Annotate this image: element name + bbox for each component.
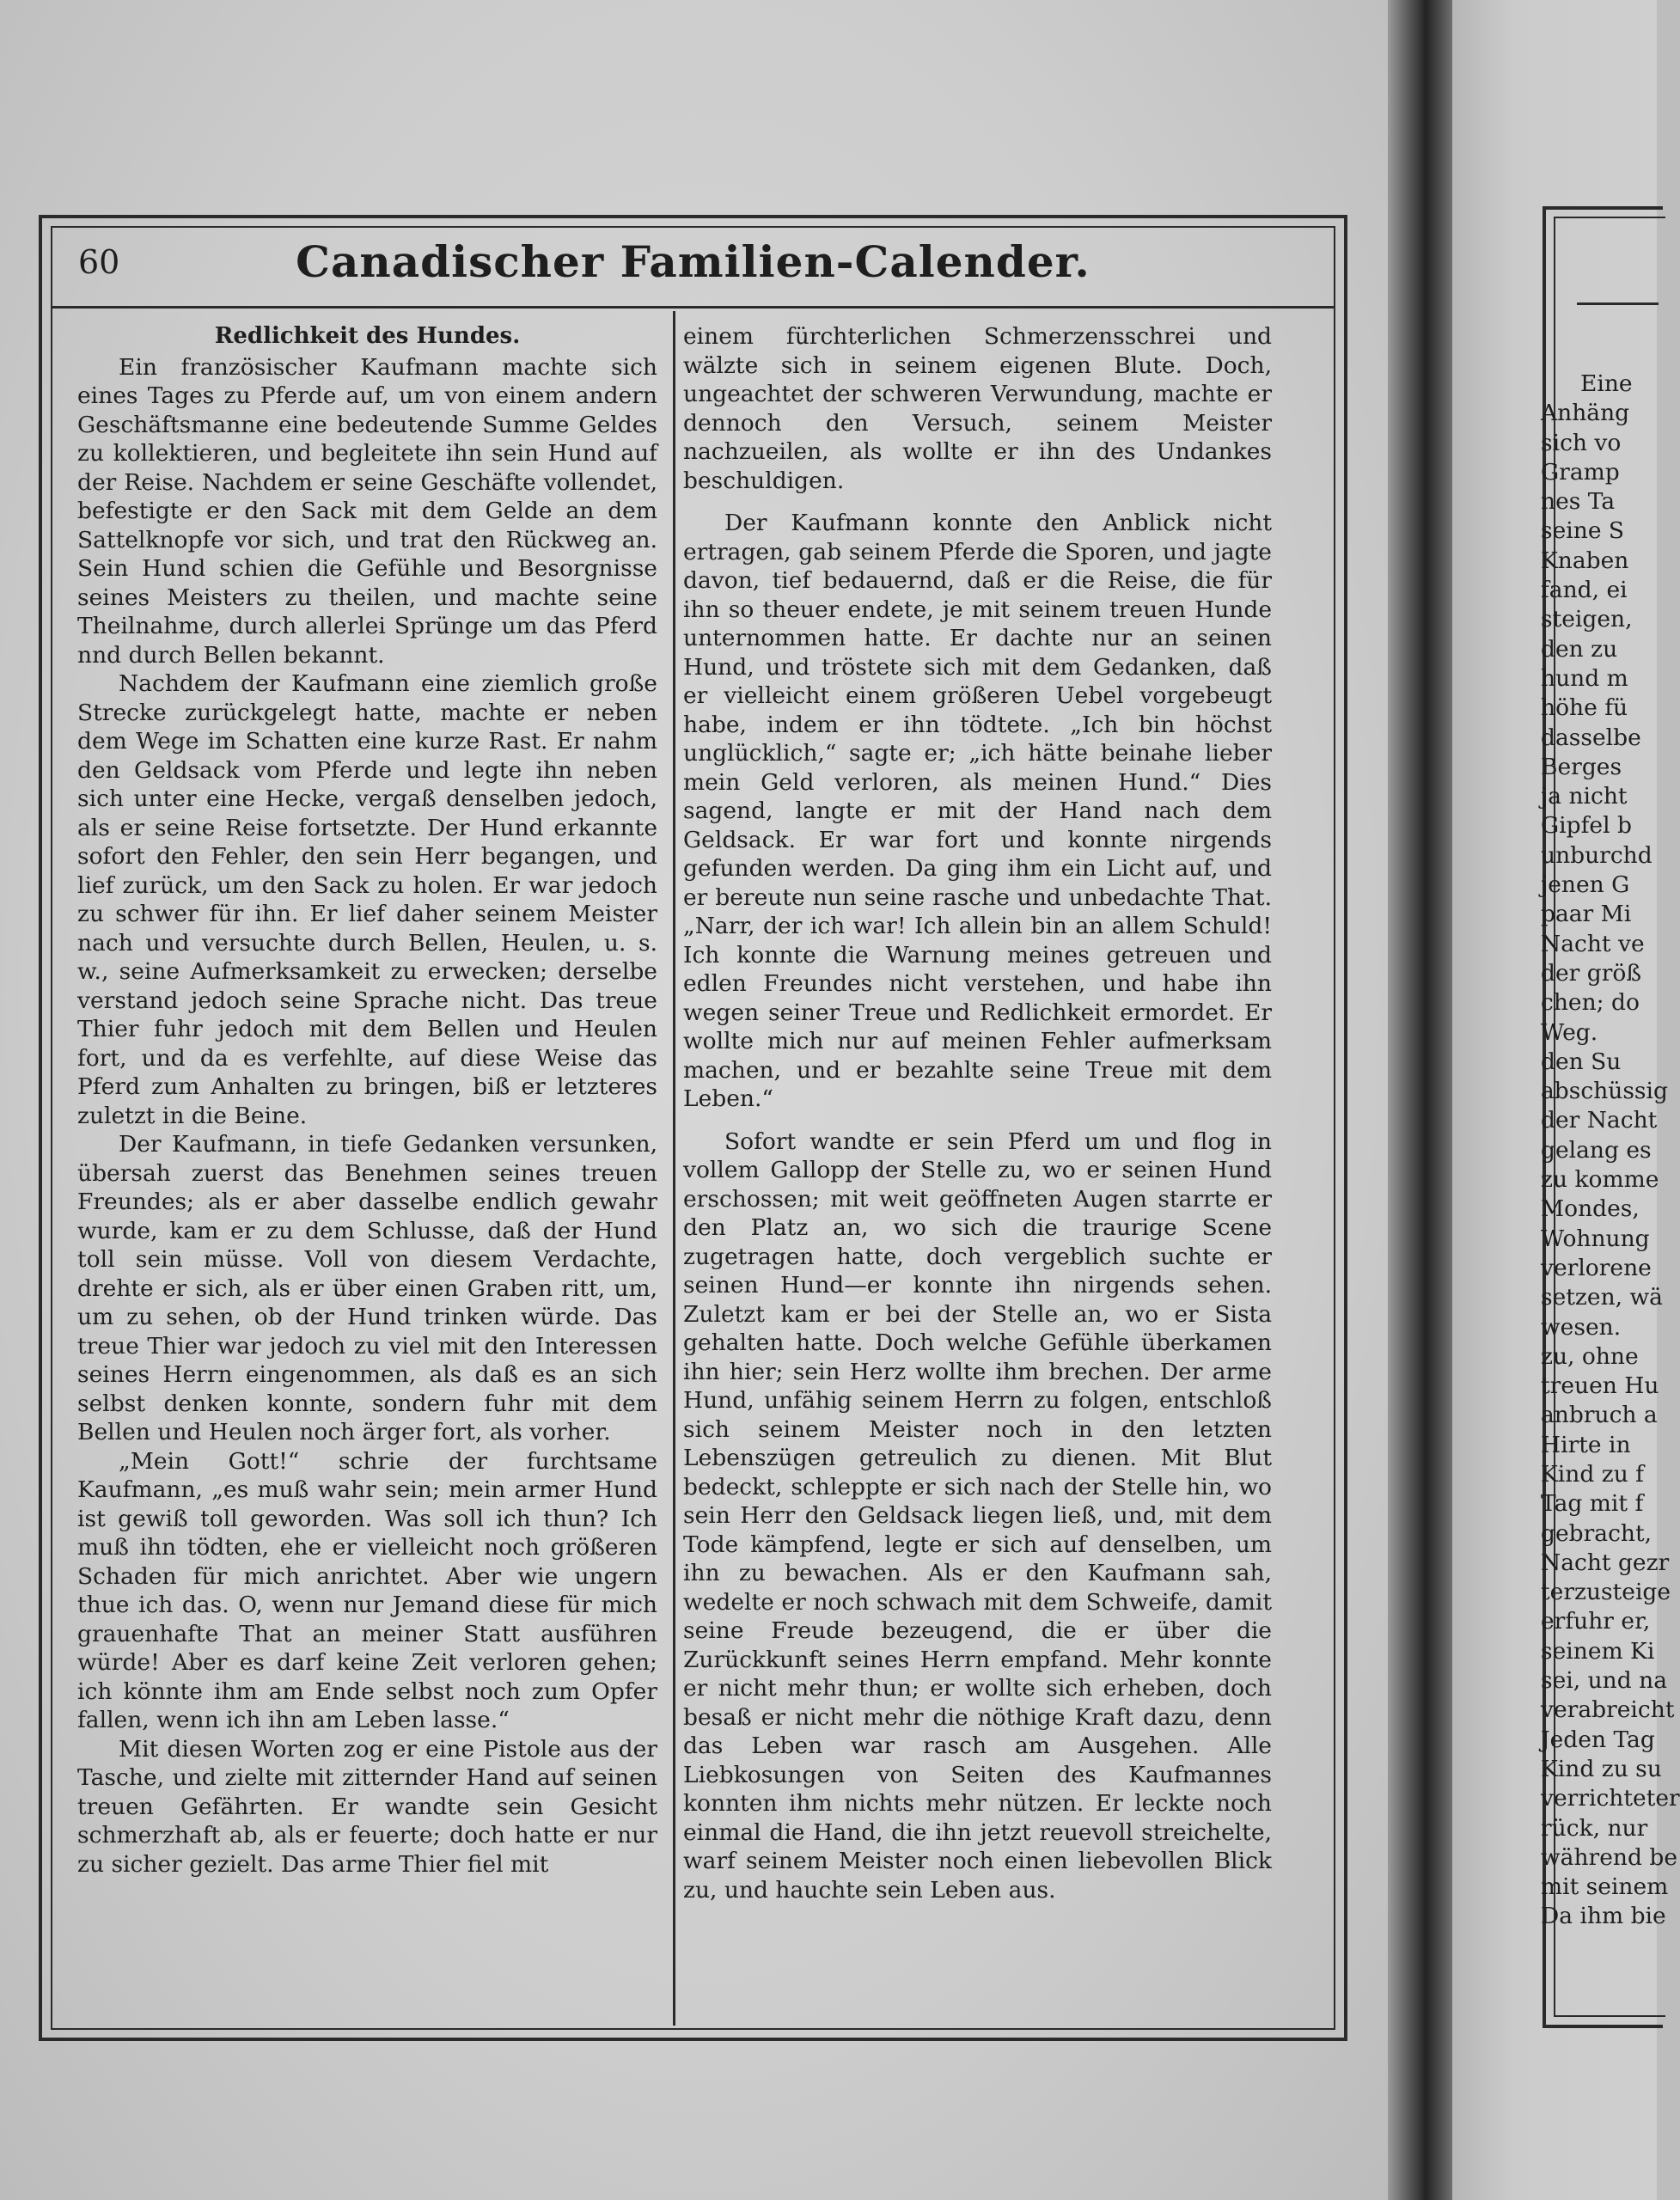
facing-page-line: Eine [1580,370,1633,397]
right-column [683,322,1272,1904]
facing-page-line: gelang es [1541,1136,1652,1164]
facing-page-line: Hirte in [1541,1431,1631,1458]
facing-page-line: Jeden Tag [1541,1726,1655,1753]
facing-page-line: rück, nur [1541,1814,1648,1842]
facing-page-line: treuen Hu [1541,1372,1659,1400]
facing-page-line: verabreicht [1541,1696,1675,1724]
facing-page-line: Gipfel b [1541,812,1632,840]
facing-page-line: unburchd [1541,841,1653,869]
paragraph: Der Kaufmann, in tiefe Gedanken versunken, übersah zuerst das Benehmen seines treuen Freundes; als er aber dasselbe endlich gewahr wurde, kam er zu dem Schlusse, daß der Hund toll sein müsse. Voll von diesem Verdachte, drehte er sich, als er über einen Graben ritt, um, um zu sehen, ob der Hund trinken würde. Das treue Thier war jedoch zu viel mit den Interessen seines Herrn eingenommen, als daß es an sich selbst denken konnte, sondern fuhr mit dem Bellen und Heulen noch ärger fort, als vorher. [77,1131,657,1445]
facing-page-line: Nacht gezr [1541,1549,1670,1576]
facing-page-line: ja nicht [1541,783,1628,810]
page-header [51,226,1335,305]
facing-page-line: erfuhr er, [1541,1608,1651,1635]
facing-page-line: verlorene [1541,1254,1652,1281]
facing-page-line: der größ [1541,959,1642,987]
paragraph: Sofort wandte er sein Pferd um und flog in vollem Gallopp der Stelle zu, wo er seinen Hund erschossen; mit weit geöffneten Augen starrte er den Platz an, wo sich die traurige Scene zugetragen hatte, doch vergeblich suchte er seinen Hund—er konnte ihn nirgends sehen. Zuletzt kam er bei der Stelle an, wo er Sista gehalten hatte. Doch welche Gefühle überkamen ihn hier; sein Herz wollte ihm brechen. Der arme Hund, unfähig seinem Herrn zu folgen, entschloß sich seinem Meister noch in den letzten Lebenszügen getreulich zu dienen. Mit Blut bedeckt, schleppte er sich nach der Stelle hin, wo sein Herr den Geldsack liegen ließ, und, mit dem Tode kämpfend, legte er sich auf denselben, um ihn zu bewachen. Als er den Kaufmann sah, wedelte er noch schwach mit dem Schweife, damit seine Freude bezeugend, die er über die Zurückkunft seines Herrn empfand. Mehr konnte er nicht mehr thun; er wollte sich erheben, doch besaß er nicht mehr die nöthige Kraft dazu, denn das Leben war rasch am Ausgehen. Alle Liebkosungen von Seiten des Kaufmannes konnten ihm nichts mehr nützen. Er leckte noch einmal die Hand, die ihn jetzt reuevoll streichelte, warf seinem Meister noch einen liebevollen Blick zu, und hauchte sein Leben aus. [683,1128,1272,1904]
paragraph: Mit diesen Worten zog er eine Pistole aus der Tasche, und zielte mit zitternder Hand auf seinen treuen Gefährten. Er wandte sein Gesicht schmerzhaft ab, als er feuerte; doch hatte er nur zu sicher gezielt. Das arme Thier fiel mit [77,1735,657,1878]
paragraph: Nachdem der Kaufmann eine ziemlich große Strecke zurückgelegt hatte, machte er neben dem Wege im Schatten eine kurze Rast. Er nahm den Geldsack vom Pferde und legte ihn neben sich unter eine Hecke, vergaß denselben jedoch, als er seine Reise fortsetzte. Der Hund erkannte sofort den Fehler, den sein Herr begangen, und lief zurück, um den Sack zu holen. Er war jedoch zu schwer für ihn. Er lief daher seinem Meister nach und versuchte durch Bellen, Heulen, u. s. w., seine Aufmerksamkeit zu erwecken; derselbe verstand jedoch seine Sprache nicht. Das treue Thier fuhr jedoch mit dem Bellen und Heulen fort, und da es verfehlte, auf diese Weise das Pferd zum Anhalten zu bringen, biß er letzteres zuletzt in die Beine. [77,670,657,1129]
facing-page-line: steigen, [1541,606,1633,633]
facing-page-line: der Nacht [1541,1107,1658,1134]
facing-page-line: den Su [1541,1048,1622,1075]
facing-page-line: dasselbe [1541,724,1641,751]
facing-page-line: höhe fü [1541,694,1628,722]
facing-page-line: Gramp [1541,458,1620,486]
facing-page-line: Mondes, [1541,1195,1640,1223]
facing-page-line: seine S [1541,517,1625,545]
facing-page-line: hund m [1541,664,1628,692]
facing-page-line: den zu [1541,635,1618,663]
facing-page-line: verrichteter [1541,1785,1680,1812]
facing-page-line: nes Ta [1541,488,1616,516]
facing-page-line: anbruch a [1541,1402,1658,1429]
article-title: Redlichkeit des Hundes. [214,323,521,349]
facing-page-line: Tag mit f [1541,1490,1644,1518]
facing-page-line: zu, ohne [1541,1342,1639,1370]
facing-page-line: Anhäng [1541,400,1630,427]
facing-page-line: wesen. [1541,1313,1622,1341]
facing-page-line: Knaben [1541,547,1629,574]
facing-page-line: gebracht, [1541,1519,1653,1547]
paragraph: Ein französischer Kaufmann machte sich eines Tages zu Pferde auf, um von einem andern Geschäftsmanne eine bedeutende Summe Geldes zu kollektieren, und begleitete ihn sein Hund auf der Reise. Nachdem er seine Geschäfte vollendet, befestigte er den Sack mit dem Gelde an dem Sattelknopfe vor sich, und trat den Rückweg an. Sein Hund schien die Gefühle und Besorgnisse seines Meisters zu theilen, und machte seine Theilnahme, durch allerlei Sprünge um das Pferd nnd durch Bellen bekannt. [77,353,657,669]
paragraph: einem fürchterlichen Schmerzensschrei und wälzte sich in seinem eigenen Blute. Doch, ungeachtet der schweren Verwundung, machte er dennoch den Versuch, seinem Meister nachzueilen, als wollte er ihn des Undankes beschuldigen. [683,323,1272,494]
facing-page-line: Kind zu f [1541,1460,1644,1488]
facing-page-text [1541,370,1680,1932]
page-number: 60 [78,243,120,281]
facing-page-line: fand, ei [1541,577,1628,604]
facing-page-header-rule [1577,302,1659,305]
facing-page-line: terzusteige [1541,1579,1671,1606]
facing-page-line: chen; do [1541,989,1640,1017]
facing-page-line: mit seinem [1541,1873,1669,1901]
running-title: Canadischer Familien-Calender. [296,236,1090,287]
facing-page-line: setzen, wä [1541,1284,1663,1311]
facing-page-line: abschüssig [1541,1078,1668,1105]
facing-page-line: während be [1541,1843,1677,1871]
book-gutter [1388,0,1457,2200]
facing-page-line: paar Mi [1541,901,1632,928]
facing-page-line: sei, und na [1541,1667,1667,1695]
facing-page-line: zu komme [1541,1166,1659,1194]
facing-page-line: Da ihm bie [1541,1903,1666,1930]
facing-page-line: Weg. [1541,1018,1598,1046]
facing-page-line: jenen G [1541,871,1630,899]
facing-page-line: sich vo [1541,429,1622,456]
facing-page-line: Nacht ve [1541,930,1645,957]
facing-page-line: Wohnung [1541,1225,1650,1252]
header-rule [51,306,1335,309]
left-column [77,322,657,1879]
paragraph: Der Kaufmann konnte den Anblick nicht ertragen, gab seinem Pferde die Sporen, und jagte davon, tief bedauernd, daß er die Reise, die für ihn so theuer endete, je mit seinem treuen Hunde unternommen hatte. Er dachte nur an seinen Hund, und tröstete sich mit dem Gedanken, daß er vielleicht einem größeren Uebel vorgebeugt habe, indem er ihn tödtete. „Ich bin höchst unglücklich,“ sagte er; „ich hätte beinahe lieber mein Geld verloren, als meinen Hund.“ Dies sagend, langte er mit der Hand nach dem Geldsack. Er war fort und konnte nirgends gefunden werden. Da ging ihm ein Licht auf, und er bereute nun seine rasche und unbedachte That. „Narr, der ich war! Ich allein bin an allem Schuld! Ich konnte die Warnung meines getreuen und edlen Freundes nicht verstehen, und habe ihn wegen seiner Treue und Redlichkeit ermordet. Er wollte mich nur auf meinen Fehler aufmerksam machen, und er bezahlte seine Treue mit dem Leben.“ [683,510,1272,1112]
facing-page-line: seinem Ki [1541,1637,1655,1665]
column-divider [673,311,675,2026]
facing-page-line: Kind zu su [1541,1755,1662,1782]
paragraph: „Mein Gott!“ schrie der furchtsame Kaufmann, „es muß wahr sein; mein armer Hund ist gewiß toll geworden. Was soll ich thun? Ich muß ihn tödten, ehe er vielleicht noch größeren Schaden für mich anrichtet. Aber wie ungern thue ich das. O, wenn nur Jemand diese für mich grauenhafte That an meiner Statt ausführen würde! Aber es darf keine Zeit verloren gehen; ich könnte ihm am Ende selbst noch zum Opfer fallen, wenn ich ihn am Leben lasse.“ [77,1447,657,1733]
facing-page-line: Berges [1541,753,1622,780]
